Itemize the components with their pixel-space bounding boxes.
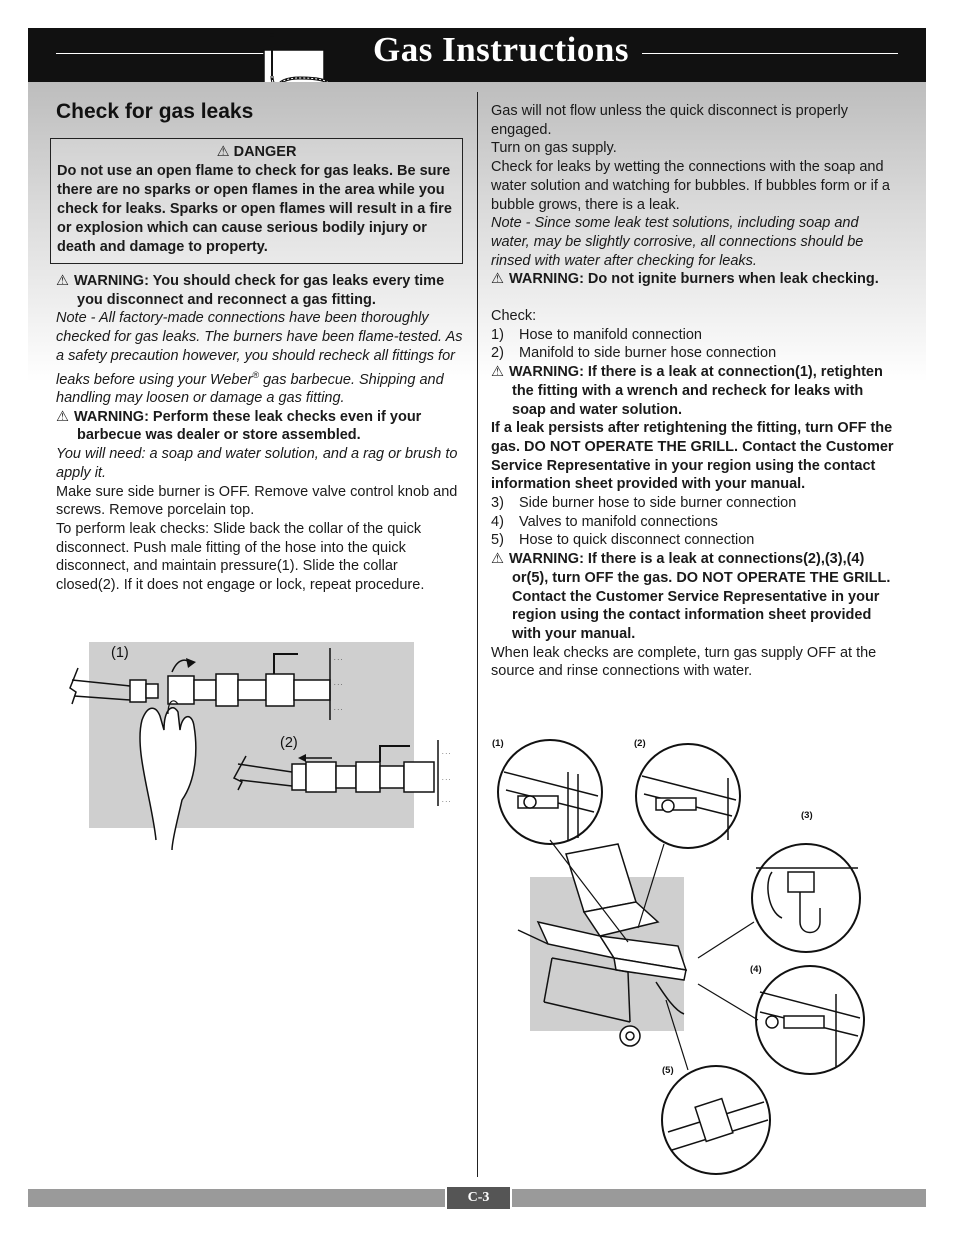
warning-connections-2-5-text: WARNING: If there is a leak at connections(2),(3),(4) or(5), turn OFF the gas. DO NOT OPERATE THE GRILL. Contact the Customer Service Representative in your region using the contact information sheet provided with your manual. bbox=[509, 551, 891, 642]
detail-circle-5 bbox=[662, 1066, 770, 1174]
bubble-check: Check for leaks by wetting the connections with the soap and water solution and watching for bubbles. If bubbles form or if a bubble grows, there is a leak. bbox=[491, 159, 890, 213]
check-item-number: 1) bbox=[491, 326, 504, 343]
danger-heading bbox=[57, 143, 456, 162]
warning-no-ignite-text: WARNING: Do not ignite burners when leak checking. bbox=[509, 271, 879, 288]
check-item-number: 4) bbox=[491, 513, 504, 530]
svg-text:. . .: . . . bbox=[334, 656, 343, 662]
figure-label-2: (2) bbox=[280, 735, 298, 751]
danger-box bbox=[50, 138, 463, 264]
check-item bbox=[491, 513, 901, 532]
warning-dealer bbox=[56, 408, 464, 445]
grill-body bbox=[518, 844, 686, 1046]
grill-label-2: (2) bbox=[634, 738, 646, 749]
svg-text:. . .: . . . bbox=[442, 750, 451, 756]
figure-label-1: (1) bbox=[111, 645, 129, 661]
svg-text:. . .: . . . bbox=[334, 706, 343, 712]
final-instruction: When leak checks are complete, turn gas supply OFF at the source and rinse connections with water. bbox=[491, 644, 877, 680]
warning-triangle-icon: ⚠ bbox=[491, 551, 504, 568]
header-rule-right bbox=[642, 53, 898, 54]
check-item bbox=[491, 344, 901, 363]
grill-leak-points-illustration bbox=[488, 732, 908, 1180]
leak-check-procedure: To perform leak checks: Slide back the collar of the quick disconnect. Push male fitting of the hose into the quick disconnect, and maintain pressure(1). Slide the collar closed(2). If it does not engage or lock, repeat procedure. bbox=[56, 520, 425, 594]
warning-reconnect-text: WARNING: You should check for gas leaks every time you disconnect and reconnect a gas fitting. bbox=[74, 273, 445, 308]
check-item-text: Valves to manifold connections bbox=[519, 513, 718, 530]
check-item bbox=[491, 494, 901, 513]
side-burner-instructions: Make sure side burner is OFF. Remove valve control knob and screws. Remove porcelain top. bbox=[56, 483, 458, 519]
grill-label-4: (4) bbox=[750, 964, 762, 975]
warning-triangle-icon: ⚠ bbox=[491, 271, 504, 288]
page-title: Gas Instructions bbox=[373, 30, 629, 69]
check-item-number: 2) bbox=[491, 345, 504, 362]
detail-circle-1 bbox=[498, 740, 602, 844]
you-will-need: You will need: a soap and water solution, and a rag or brush to apply it. bbox=[56, 446, 458, 481]
check-item-text: Manifold to side burner hose connection bbox=[519, 345, 777, 362]
warning-reconnect bbox=[56, 272, 464, 309]
svg-text:. . .: . . . bbox=[334, 681, 343, 687]
check-item bbox=[491, 326, 901, 345]
warning-triangle-icon: ⚠ bbox=[216, 144, 230, 160]
danger-text: Do not use an open flame to check for gas leaks. Be sure there are no sparks or open flames in the area while you check for leaks. Sparks or open flames will result in a fire or explosion which can cause serious bodily injury or death and damage to property. bbox=[57, 163, 452, 255]
note-factory-text-a: Note - All factory-made connections have been thoroughly checked for gas leaks. The burners have been flame-tested. As a safety precaution however, you should recheck all fittings for leaks before using your Weber bbox=[56, 310, 463, 388]
header-rule-left bbox=[56, 53, 278, 54]
warning-triangle-icon: ⚠ bbox=[56, 408, 69, 425]
note-factory-text-b: gas barbecue. Shipping and handling may loosen or damage a gas fitting. bbox=[56, 371, 444, 407]
warning-dealer-text: WARNING: Perform these leak checks even if your barbecue was dealer or store assembled. bbox=[74, 408, 422, 444]
grill-label-1: (1) bbox=[492, 738, 504, 749]
svg-text:. . .: . . . bbox=[442, 776, 451, 782]
turn-on-gas: Turn on gas supply. bbox=[491, 140, 617, 157]
warning-triangle-icon: ⚠ bbox=[491, 364, 504, 381]
grill-label-5: (5) bbox=[662, 1065, 674, 1076]
warning-connection-1-text: WARNING: If there is a leak at connection(1), retighten the fitting with a wrench and recheck for leaks with soap and water solution. bbox=[509, 364, 883, 418]
detail-circle-4 bbox=[756, 966, 864, 1074]
right-column bbox=[491, 102, 901, 681]
header-bar bbox=[28, 28, 926, 82]
leak-persists: If a leak persists after retightening the fitting, turn OFF the gas. DO NOT OPERATE THE GRILL. Contact the Customer Service Representative in your region using the contact information sheet provided with your manual. bbox=[491, 420, 894, 493]
note-factory bbox=[56, 309, 464, 407]
quick-disconnect-illustration bbox=[60, 640, 460, 850]
warning-connection-1 bbox=[491, 363, 901, 419]
check-item-text: Side burner hose to side burner connection bbox=[519, 495, 797, 512]
svg-text:. . .: . . . bbox=[442, 798, 451, 804]
detail-circle-2 bbox=[636, 744, 740, 848]
check-item-number: 5) bbox=[491, 532, 504, 549]
warning-triangle-icon: ⚠ bbox=[56, 273, 69, 289]
corrosive-note: Note - Since some leak test solutions, including soap and water, may be slightly corrosive, all connections should be rinsed with water after checking for leaks. bbox=[491, 215, 864, 269]
check-item-text: Hose to manifold connection bbox=[519, 326, 702, 343]
danger-label: DANGER bbox=[233, 144, 297, 160]
left-column bbox=[56, 100, 464, 595]
detail-circle-3 bbox=[752, 844, 860, 952]
check-label: Check: bbox=[491, 308, 537, 325]
page-number: C-3 bbox=[445, 1187, 512, 1209]
gas-flow-note: Gas will not flow unless the quick disconnect is properly engaged. bbox=[491, 103, 849, 138]
registered-mark: ® bbox=[252, 369, 260, 380]
check-item-text: Hose to quick disconnect connection bbox=[519, 532, 755, 549]
check-item bbox=[491, 531, 901, 550]
warning-no-ignite bbox=[491, 270, 901, 289]
section-title: Check for gas leaks bbox=[56, 100, 254, 123]
grill-label-3: (3) bbox=[801, 810, 813, 821]
check-item-number: 3) bbox=[491, 495, 504, 512]
warning-connections-2-5 bbox=[491, 550, 901, 644]
column-divider bbox=[477, 92, 478, 1177]
